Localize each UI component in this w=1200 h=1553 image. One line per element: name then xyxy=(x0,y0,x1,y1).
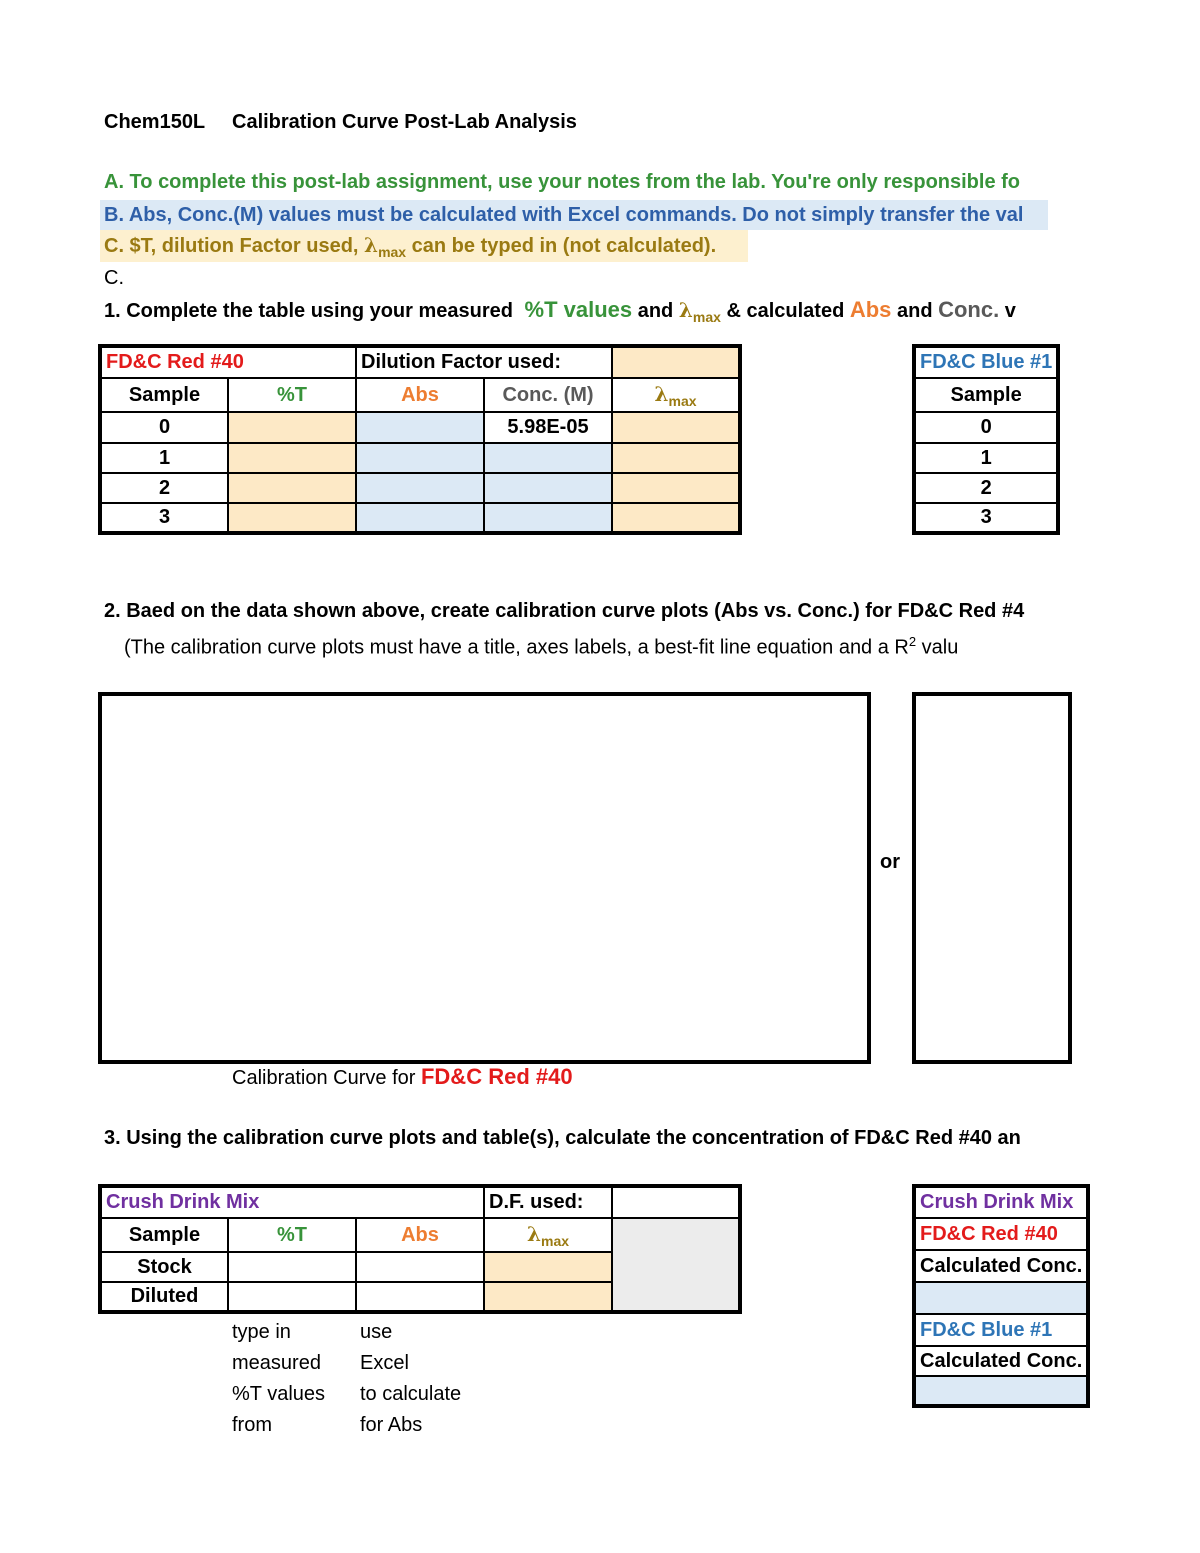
lambda-cell[interactable] xyxy=(612,503,740,533)
q2-line2-prefix: (The calibration curve plots must have a title, axes labels, a best-fit line equation and a R xyxy=(124,636,909,659)
sample-cell: 0 xyxy=(914,412,1058,443)
caption-dye: FD&C Red #40 xyxy=(420,1064,573,1089)
result-panel xyxy=(912,1184,1090,1408)
question-2: 2. Baed on the data shown above, create calibration curve plots (Abs vs. Conc.) for FD&C Red #4 xyxy=(104,600,1025,622)
result-red-label: FD&C Red #40 xyxy=(914,1218,1088,1250)
q1-pct-t: %T values xyxy=(524,297,633,322)
abs-cell[interactable] xyxy=(356,443,484,473)
note-line: type in xyxy=(232,1321,291,1343)
gray-block xyxy=(612,1218,740,1312)
pct-t-cell[interactable] xyxy=(228,412,356,443)
q1-tail: v xyxy=(1004,300,1016,322)
dilution-factor-label: Dilution Factor used: xyxy=(356,346,612,378)
result-calc-label: Calculated Conc. xyxy=(914,1346,1088,1376)
or-label: or xyxy=(880,851,900,873)
q1-prefix: 1. Complete the table using your measured xyxy=(104,300,513,322)
lambda-cell[interactable] xyxy=(484,1252,612,1282)
df-label: D.F. used: xyxy=(484,1186,612,1218)
lambda-cell[interactable] xyxy=(484,1282,612,1312)
question-1 xyxy=(104,297,1016,325)
page-title: Calibration Curve Post-Lab Analysis xyxy=(232,111,577,133)
note-line: for Abs xyxy=(360,1414,423,1436)
header-sample: Sample xyxy=(914,378,1058,412)
header-conc: Conc. (M) xyxy=(484,378,612,412)
sample-cell: Diluted xyxy=(100,1282,228,1312)
result-title: Crush Drink Mix xyxy=(914,1186,1088,1218)
lambda-symbol: λ xyxy=(678,298,693,322)
notes-col-2 xyxy=(360,1317,461,1441)
pct-t-cell[interactable] xyxy=(228,443,356,473)
result-red-conc-cell[interactable] xyxy=(914,1282,1088,1314)
sample-cell: 2 xyxy=(100,473,228,503)
header-sample: Sample xyxy=(100,378,228,412)
header-abs: Abs xyxy=(356,378,484,412)
instruction-c-suffix: can be typed in (not calculated). xyxy=(411,235,717,257)
lambda-sub: max xyxy=(378,244,407,260)
conc-cell[interactable] xyxy=(484,473,612,503)
sample-cell: 1 xyxy=(100,443,228,473)
df-cell[interactable] xyxy=(612,1186,740,1218)
header-pct-t: %T xyxy=(228,1218,356,1252)
note-line: Excel xyxy=(360,1352,409,1374)
lambda-symbol: λ xyxy=(526,1221,541,1246)
note-line: to calculate xyxy=(360,1383,462,1405)
notes-col-1 xyxy=(232,1317,325,1441)
pct-t-cell[interactable] xyxy=(228,503,356,533)
lambda-cell[interactable] xyxy=(612,443,740,473)
q1-and2: and xyxy=(896,300,933,322)
abs-cell[interactable] xyxy=(356,473,484,503)
dilution-factor-cell[interactable] xyxy=(612,346,740,378)
result-calc-label: Calculated Conc. xyxy=(914,1250,1088,1282)
sample-cell: 0 xyxy=(100,412,228,443)
instruction-b: B. Abs, Conc.(M) values must be calculated with Excel commands. Do not simply transfer the val xyxy=(100,200,1048,230)
c-line: C. xyxy=(104,267,124,289)
lambda-cell[interactable] xyxy=(612,412,740,443)
q1-abs: Abs xyxy=(849,297,892,322)
sample-cell: 1 xyxy=(914,443,1058,473)
caption-prefix: Calibration Curve for xyxy=(232,1067,416,1089)
question-3: 3. Using the calibration curve plots and table(s), calculate the concentration of FD&C Red #40 an xyxy=(104,1127,1021,1149)
header-lambda xyxy=(484,1218,612,1252)
sample-cell: 2 xyxy=(914,473,1058,503)
blue1-plot-area[interactable] xyxy=(912,692,1072,1064)
instruction-a: A. To complete this post-lab assignment, use your notes from the lab. You're only responsible fo xyxy=(104,171,1021,193)
result-blue-conc-cell[interactable] xyxy=(914,1376,1088,1406)
course-code: Chem150L xyxy=(104,111,206,133)
lambda-sub: max xyxy=(692,309,721,325)
header-sample: Sample xyxy=(100,1218,228,1252)
header-lambda xyxy=(612,378,740,412)
abs-cell[interactable] xyxy=(356,1282,484,1312)
lambda-sub: max xyxy=(541,1232,570,1249)
note-line: %T values xyxy=(232,1383,326,1405)
conc-cell[interactable] xyxy=(484,503,612,533)
lambda-cell[interactable] xyxy=(612,473,740,503)
note-line: use xyxy=(360,1321,393,1343)
note-line: from xyxy=(232,1414,272,1436)
pct-t-cell[interactable] xyxy=(228,1252,356,1282)
q1-amp-calc: & calculated xyxy=(726,300,845,322)
instruction-c-prefix: C. $T, dilution Factor used, xyxy=(104,235,359,257)
abs-cell[interactable] xyxy=(356,503,484,533)
header-pct-t: %T xyxy=(228,378,356,412)
q1-and1: and xyxy=(637,300,674,322)
note-line: measured xyxy=(232,1352,321,1374)
plot-caption xyxy=(232,1064,573,1090)
lambda-symbol: λ xyxy=(654,381,669,406)
crush-table xyxy=(98,1184,742,1314)
q1-conc: Conc. xyxy=(938,297,1000,322)
sample-cell: Stock xyxy=(100,1252,228,1282)
crush-title: Crush Drink Mix xyxy=(100,1186,484,1218)
abs-cell[interactable] xyxy=(356,412,484,443)
result-blue-label: FD&C Blue #1 xyxy=(914,1314,1088,1346)
sample-cell: 3 xyxy=(914,503,1058,533)
question-2-note xyxy=(124,634,958,660)
conc-cell[interactable] xyxy=(484,443,612,473)
blue1-table xyxy=(912,344,1060,535)
sample-cell: 3 xyxy=(100,503,228,533)
blue1-title: FD&C Blue #1 xyxy=(914,346,1058,378)
lambda-sub: max xyxy=(668,392,697,409)
abs-cell[interactable] xyxy=(356,1252,484,1282)
instruction-c xyxy=(100,230,748,262)
red40-plot-area[interactable] xyxy=(98,692,871,1064)
pct-t-cell[interactable] xyxy=(228,473,356,503)
header-abs: Abs xyxy=(356,1218,484,1252)
pct-t-cell[interactable] xyxy=(228,1282,356,1312)
lambda-symbol: λ xyxy=(364,233,379,257)
red40-table xyxy=(98,344,742,535)
red40-title: FD&C Red #40 xyxy=(100,346,356,378)
conc-cell[interactable]: 5.98E-05 xyxy=(484,412,612,443)
q2-line2-suffix: valu xyxy=(921,636,959,659)
q2-sup: 2 xyxy=(908,634,917,649)
